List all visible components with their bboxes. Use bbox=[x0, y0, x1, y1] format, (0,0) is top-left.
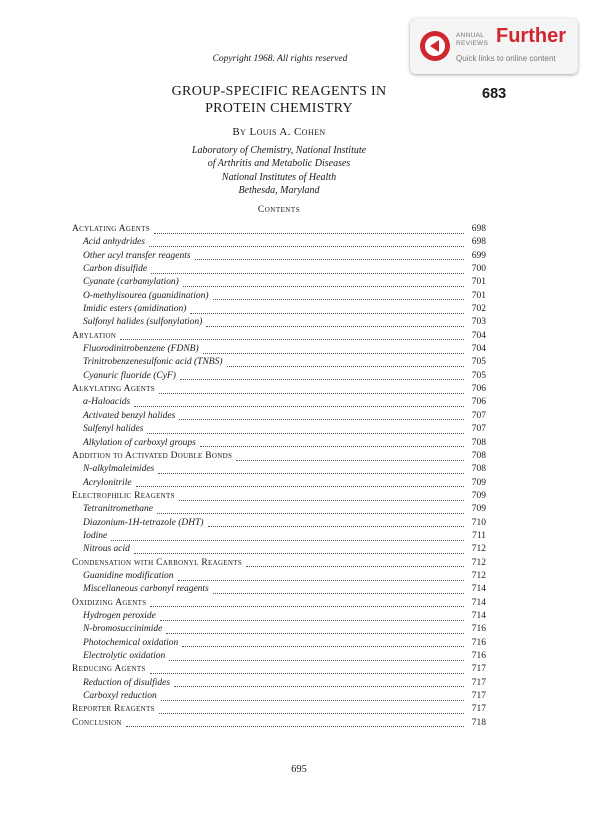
dot-leader bbox=[154, 226, 464, 234]
toc-entry-label: Oxidizing Agents bbox=[72, 597, 147, 608]
toc-section-entry bbox=[72, 664, 486, 677]
annual-reviews-logo-text: ANNUAL REVIEWS bbox=[456, 32, 489, 47]
toc-entry-label: Cyanate (carbamylation) bbox=[83, 277, 179, 288]
journal-page-number: 683 bbox=[482, 86, 507, 102]
toc-subsection-entry bbox=[72, 397, 486, 410]
toc-entry-label: Cyanuric fluoride (CyF) bbox=[83, 370, 176, 381]
dot-leader bbox=[213, 292, 464, 300]
toc-section-entry bbox=[72, 491, 486, 504]
page-footer-number: 695 bbox=[291, 764, 307, 775]
dot-leader bbox=[227, 359, 464, 367]
further-label: Further bbox=[496, 25, 566, 47]
toc-entry-page: 708 bbox=[471, 450, 486, 461]
toc-entry-label: Reduction of disulfides bbox=[83, 677, 171, 688]
affiliation-line: Bethesda, Maryland bbox=[238, 184, 320, 196]
toc-entry-page: 717 bbox=[471, 664, 486, 675]
toc-entry-page: 704 bbox=[471, 330, 486, 341]
toc-entry-page: 704 bbox=[471, 344, 486, 355]
toc-entry-page: 712 bbox=[471, 557, 486, 568]
dot-leader bbox=[236, 453, 464, 461]
dot-leader bbox=[206, 319, 464, 327]
toc-entry-page: 710 bbox=[471, 517, 486, 528]
toc-section-entry bbox=[72, 224, 486, 237]
toc-subsection-entry bbox=[72, 584, 486, 597]
toc-subsection-entry bbox=[72, 478, 486, 491]
toc-entry-label: O-methylisourea (guanidination) bbox=[83, 290, 209, 301]
toc-entry-label: Tetranitromethane bbox=[83, 504, 154, 515]
dot-leader bbox=[208, 519, 464, 527]
toc-entry-label: Electrolytic oxidation bbox=[83, 651, 166, 661]
toc-entry-page: 712 bbox=[471, 544, 486, 555]
affiliation-line: National Institutes of Health bbox=[221, 171, 337, 183]
toc-entry-page: 702 bbox=[471, 304, 486, 315]
dot-leader bbox=[120, 332, 464, 340]
dot-leader bbox=[179, 493, 464, 501]
toc-section-entry bbox=[72, 718, 486, 731]
dot-leader bbox=[147, 426, 464, 434]
toc-entry-page: 701 bbox=[471, 290, 486, 301]
toc-entry-label: Electrophilic Reagents bbox=[72, 490, 175, 501]
toc-subsection-entry bbox=[72, 611, 486, 624]
toc-entry-page: 708 bbox=[471, 464, 486, 475]
toc-subsection-entry bbox=[72, 464, 486, 477]
toc-subsection-entry bbox=[72, 344, 486, 357]
dot-leader bbox=[134, 399, 464, 407]
toc-entry-page: 706 bbox=[471, 397, 486, 408]
toc-subsection-entry bbox=[72, 651, 486, 664]
toc-subsection-entry bbox=[72, 371, 486, 384]
author-byline: By Louis A. Cohen bbox=[232, 126, 326, 138]
toc-section-entry bbox=[72, 704, 486, 717]
toc-entry-label: Condensation with Carbonyl Reagents bbox=[72, 557, 243, 568]
dot-leader bbox=[182, 639, 464, 647]
toc-subsection-entry bbox=[72, 544, 486, 557]
toc-section-entry bbox=[72, 384, 486, 397]
toc-entry-label: N-alkylmaleimides bbox=[83, 464, 155, 475]
dot-leader bbox=[157, 506, 464, 514]
toc-entry-page: 698 bbox=[471, 237, 486, 248]
toc-entry-label: N-bromosuccinimide bbox=[83, 624, 163, 635]
title-line-2: PROTEIN CHEMISTRY bbox=[205, 101, 353, 116]
toc-entry-page: 709 bbox=[471, 477, 486, 488]
toc-subsection-entry bbox=[72, 424, 486, 437]
toc-entry-page: 699 bbox=[471, 250, 486, 261]
arrow-circle-icon bbox=[418, 29, 452, 63]
dot-leader bbox=[111, 533, 464, 541]
toc-entry-label: Iodine bbox=[83, 530, 108, 541]
toc-subsection-entry bbox=[72, 277, 486, 290]
dot-leader bbox=[150, 599, 464, 607]
toc-entry-page: 717 bbox=[471, 677, 486, 688]
toc-subsection-entry bbox=[72, 638, 486, 651]
toc-entry-label: Sulfonyl halides (sulfonylation) bbox=[83, 317, 203, 328]
toc-entry-page: 716 bbox=[471, 651, 486, 661]
toc-subsection-entry bbox=[72, 531, 486, 544]
toc-subsection-entry bbox=[72, 518, 486, 531]
dot-leader bbox=[150, 666, 464, 674]
toc-entry-page: 714 bbox=[471, 597, 486, 608]
toc-entry-page: 709 bbox=[471, 490, 486, 501]
toc-entry-label: Acid anhydrides bbox=[83, 237, 146, 248]
toc-entry-page: 698 bbox=[471, 224, 486, 234]
dot-leader bbox=[203, 346, 464, 354]
toc-entry-label: Imidic esters (amidination) bbox=[83, 304, 187, 315]
toc-subsection-entry bbox=[72, 317, 486, 330]
annual-reviews-further-badge[interactable] bbox=[410, 18, 578, 74]
dot-leader bbox=[183, 279, 464, 287]
toc-subsection-entry bbox=[72, 251, 486, 264]
toc-entry-page: 714 bbox=[471, 584, 486, 595]
toc-subsection-entry bbox=[72, 357, 486, 370]
toc-entry-label: Guanidine modification bbox=[83, 570, 174, 581]
toc-entry-label: α-Haloacids bbox=[83, 397, 131, 408]
toc-section-entry bbox=[72, 598, 486, 611]
toc-entry-page: 716 bbox=[471, 637, 486, 648]
dot-leader bbox=[134, 546, 464, 554]
toc-entry-label: Hydrogen peroxide bbox=[83, 610, 156, 621]
toc-entry-page: 703 bbox=[471, 317, 486, 328]
toc-subsection-entry bbox=[72, 504, 486, 517]
toc-entry-label: Acylating Agents bbox=[72, 224, 150, 234]
dot-leader bbox=[151, 266, 464, 274]
toc-entry-label: Reducing Agents bbox=[72, 664, 146, 675]
toc-entry-page: 717 bbox=[471, 691, 486, 702]
dot-leader bbox=[174, 679, 464, 687]
toc-entry-label: Acrylonitrile bbox=[83, 477, 132, 488]
affiliation-line: Laboratory of Chemistry, National Institute bbox=[191, 145, 367, 156]
toc-entry-label: Diazonium-1H-tetrazole (DHT) bbox=[83, 517, 204, 528]
toc-entry-page: 708 bbox=[471, 437, 486, 448]
dot-leader bbox=[246, 559, 464, 567]
toc-entry-label: Alkylating Agents bbox=[72, 384, 155, 395]
toc-subsection-entry bbox=[72, 304, 486, 317]
toc-entry-page: 707 bbox=[471, 424, 486, 435]
dot-leader bbox=[159, 706, 464, 714]
dot-leader bbox=[178, 573, 464, 581]
toc-entry-label: Alkylation of carboxyl groups bbox=[83, 437, 196, 448]
toc-entry-label: Miscellaneous carbonyl reagents bbox=[83, 584, 209, 595]
dot-leader bbox=[169, 653, 464, 661]
toc-entry-label: Fluorodinitrobenzene (FDNB) bbox=[83, 344, 199, 355]
toc-entry-page: 718 bbox=[471, 717, 486, 728]
toc-entry-label: Trinitrobenzenesulfonic acid (TNBS) bbox=[83, 357, 223, 368]
toc-subsection-entry bbox=[72, 571, 486, 584]
article-title bbox=[110, 83, 448, 117]
dot-leader bbox=[136, 479, 464, 487]
toc-entry-page: 707 bbox=[471, 410, 486, 421]
toc-entry-label: Addition to Activated Double Bonds bbox=[72, 450, 233, 461]
affiliation-line: of Arthritis and Metabolic Diseases bbox=[207, 158, 351, 170]
toc-subsection-entry bbox=[72, 411, 486, 424]
toc-section-entry bbox=[72, 331, 486, 344]
dot-leader bbox=[200, 439, 464, 447]
toc-entry-label: Carboxyl reduction bbox=[83, 691, 157, 702]
dot-leader bbox=[126, 719, 464, 727]
toc-entry-page: 716 bbox=[471, 624, 486, 635]
dot-leader bbox=[158, 466, 464, 474]
toc-entry-label: Photochemical oxidation bbox=[83, 637, 179, 648]
toc-entry-page: 717 bbox=[471, 704, 486, 715]
toc-entry-page: 705 bbox=[471, 357, 486, 368]
toc-entry-label: Activated benzyl halides bbox=[83, 410, 176, 421]
dot-leader bbox=[159, 386, 464, 394]
toc-entry-page: 705 bbox=[471, 370, 486, 381]
copyright-notice: Copyright 1968. All rights reserved bbox=[212, 54, 348, 64]
title-line-1: GROUP-SPECIFIC REAGENTS IN bbox=[171, 84, 387, 99]
dot-leader bbox=[195, 252, 464, 260]
toc-entry-label: Reporter Reagents bbox=[72, 704, 155, 715]
toc-subsection-entry bbox=[72, 691, 486, 704]
dot-leader bbox=[161, 693, 464, 701]
toc-entry-page: 701 bbox=[471, 277, 486, 288]
toc-entry-page: 711 bbox=[472, 530, 486, 541]
toc-subsection-entry bbox=[72, 291, 486, 304]
toc-entry-page: 709 bbox=[471, 504, 486, 515]
dot-leader bbox=[149, 239, 464, 247]
dot-leader bbox=[166, 626, 464, 634]
dot-leader bbox=[190, 306, 464, 314]
toc-entry-label: Nitrous acid bbox=[83, 544, 130, 555]
toc-entry-label: Conclusion bbox=[72, 717, 122, 728]
toc-entry-page: 706 bbox=[471, 384, 486, 395]
toc-subsection-entry bbox=[72, 237, 486, 250]
dot-leader bbox=[213, 586, 464, 594]
dot-leader bbox=[180, 372, 464, 380]
toc-subsection-entry bbox=[72, 438, 486, 451]
toc-entry-label: Arylation bbox=[72, 330, 117, 341]
toc-entry-page: 714 bbox=[471, 610, 486, 621]
toc-subsection-entry bbox=[72, 678, 486, 691]
badge-tagline: Quick links to online content bbox=[456, 54, 556, 63]
toc-subsection-entry bbox=[72, 624, 486, 637]
dot-leader bbox=[179, 412, 464, 420]
toc-section-entry bbox=[72, 451, 486, 464]
toc-entry-label: Other acyl transfer reagents bbox=[83, 250, 191, 261]
table-of-contents bbox=[72, 224, 486, 731]
author-affiliation bbox=[110, 144, 448, 197]
dot-leader bbox=[160, 613, 464, 621]
toc-section-entry bbox=[72, 558, 486, 571]
toc-entry-page: 712 bbox=[471, 570, 486, 581]
toc-entry-page: 700 bbox=[471, 264, 486, 275]
contents-heading: Contents bbox=[257, 205, 301, 215]
toc-entry-label: Carbon disulfide bbox=[83, 264, 148, 275]
toc-subsection-entry bbox=[72, 264, 486, 277]
toc-entry-label: Sulfenyl halides bbox=[83, 424, 144, 435]
